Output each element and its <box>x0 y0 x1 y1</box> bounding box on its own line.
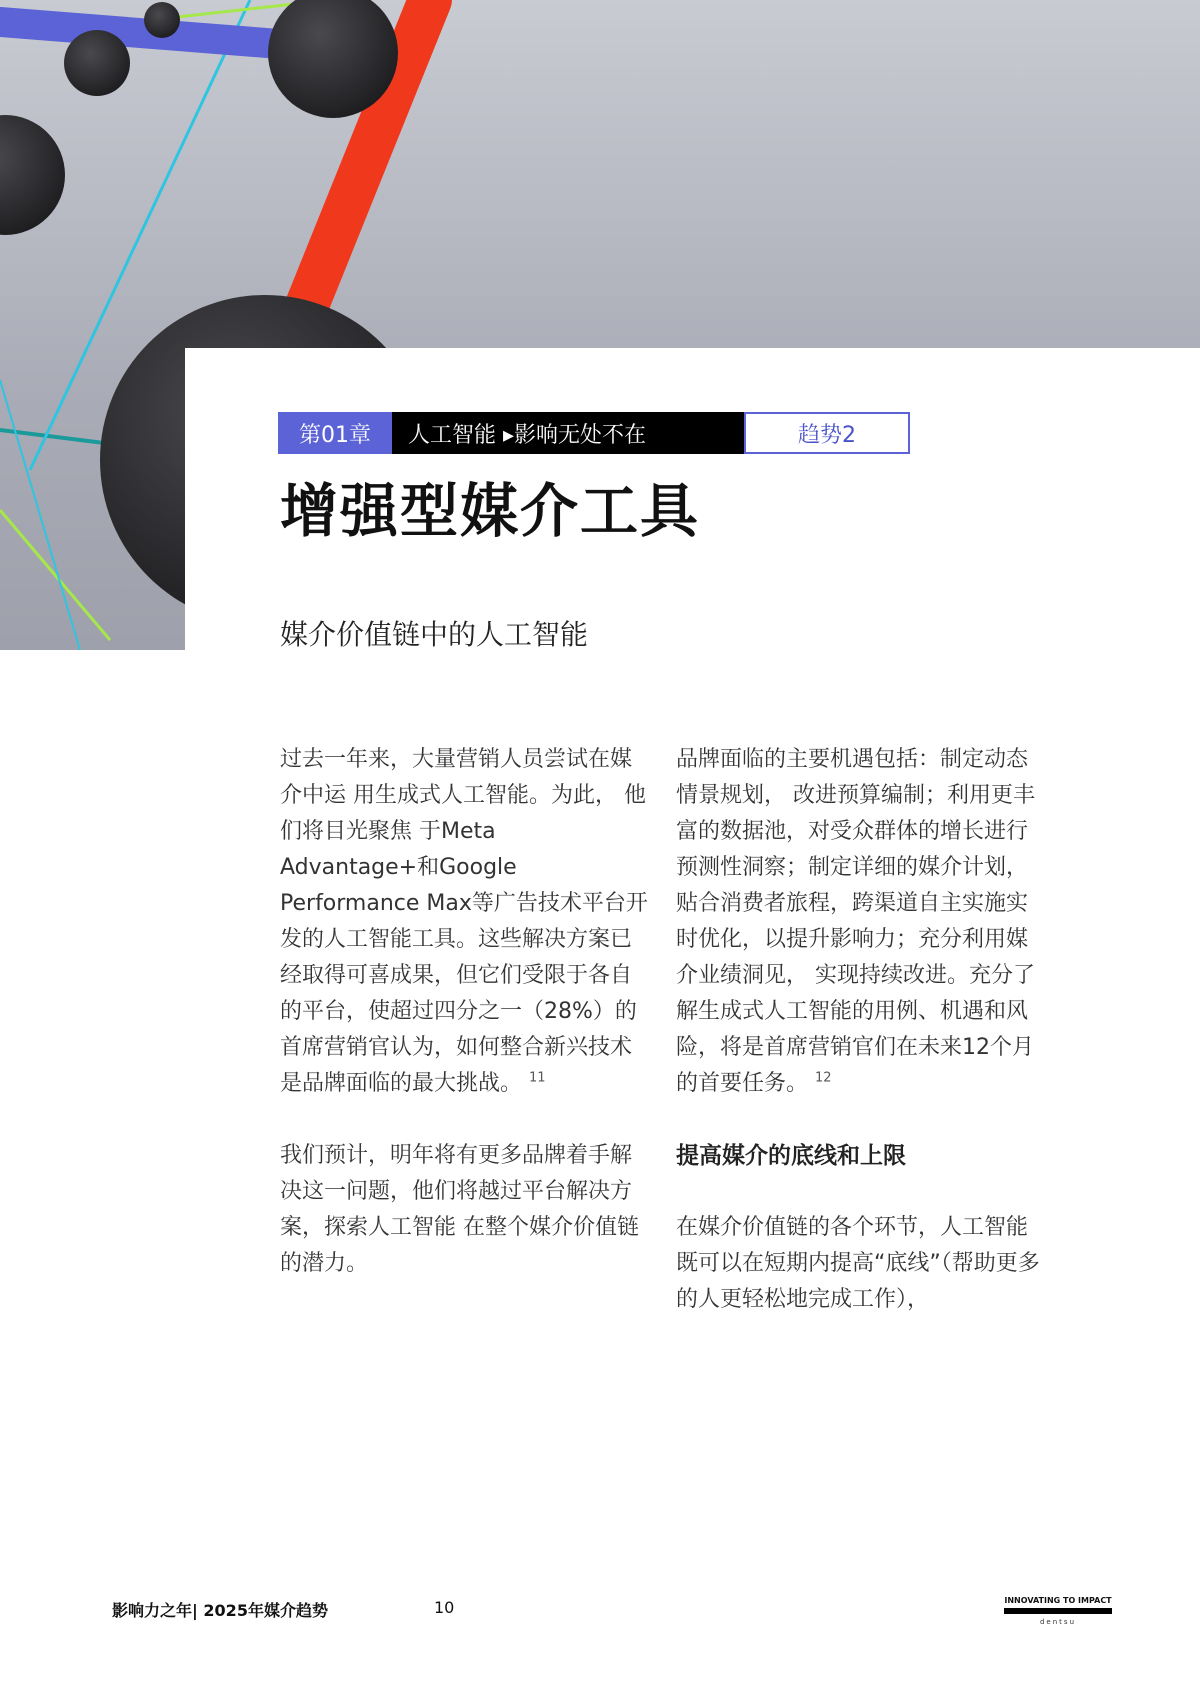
body-paragraph <box>676 742 1046 1102</box>
right-column <box>676 742 1046 1318</box>
paragraph-text: 品牌面临的主要机遇包括：制定动态情景规划， 改进预算编制；利用更丰富的数据池，对受众群体的增长进行预测性洞察；制定详细的媒介计划，贴合消费者旅程，跨渠道自主实施实时优化，以提升影响力；充分利用媒介业绩洞见， 实现持续改进。充分了解生成式人工智能的用例、机遇和风险，将是首席营销官们在未来12个月的首要任务。 <box>676 747 1035 1096</box>
page-number: 10 <box>434 1598 455 1617</box>
paragraph-text: 过去一年来，大量营销人员尝试在媒介中运 用生成式人工智能。为此， 他们将目光聚焦 于Meta Advantage+和Google Performance Max等广告技术平台开发的人工智能工具。这些解决方案已经取得可喜成果，但它们受限于各自的平台，使超过四分之一（28%）的首席营销官认为，如何整合新兴技术是品牌面临的最大挑战。 <box>280 747 648 1096</box>
brand-logo <box>1004 1596 1112 1626</box>
topic-tag: 人工智能 ▸影响无处不在 <box>392 412 744 454</box>
footnote-ref: 11 <box>529 1070 546 1086</box>
trend-tag: 趋势2 <box>744 412 910 454</box>
footnote-ref: 12 <box>815 1070 832 1086</box>
chapter-tag: 第01章 <box>278 412 392 454</box>
body-paragraph: 在媒介价值链的各个环节，人工智能既可以在短期内提高“底线”（帮助更多的人更轻松地完成工作）， <box>676 1215 1040 1312</box>
body-paragraph <box>280 742 650 1102</box>
brand-bar <box>1004 1608 1112 1614</box>
brand-tagline: INNOVATING TO IMPACT <box>1004 1596 1112 1605</box>
section-subtitle: 媒介价值链中的人工智能 <box>280 618 589 651</box>
section-heading: 提高媒介的底线和上限 <box>676 1143 906 1169</box>
body-paragraph: 我们预计，明年将有更多品牌着手解决这一问题，他们将越过平台解决方案，探索人工智能 在整个媒介价值链的潜力。 <box>280 1143 639 1276</box>
brand-name: dentsu <box>1039 1618 1076 1626</box>
left-column <box>280 742 650 1282</box>
footer-title: 影响力之年| 2025年媒介趋势 <box>112 1601 328 1620</box>
page-title: 增强型媒介工具 <box>280 477 701 545</box>
